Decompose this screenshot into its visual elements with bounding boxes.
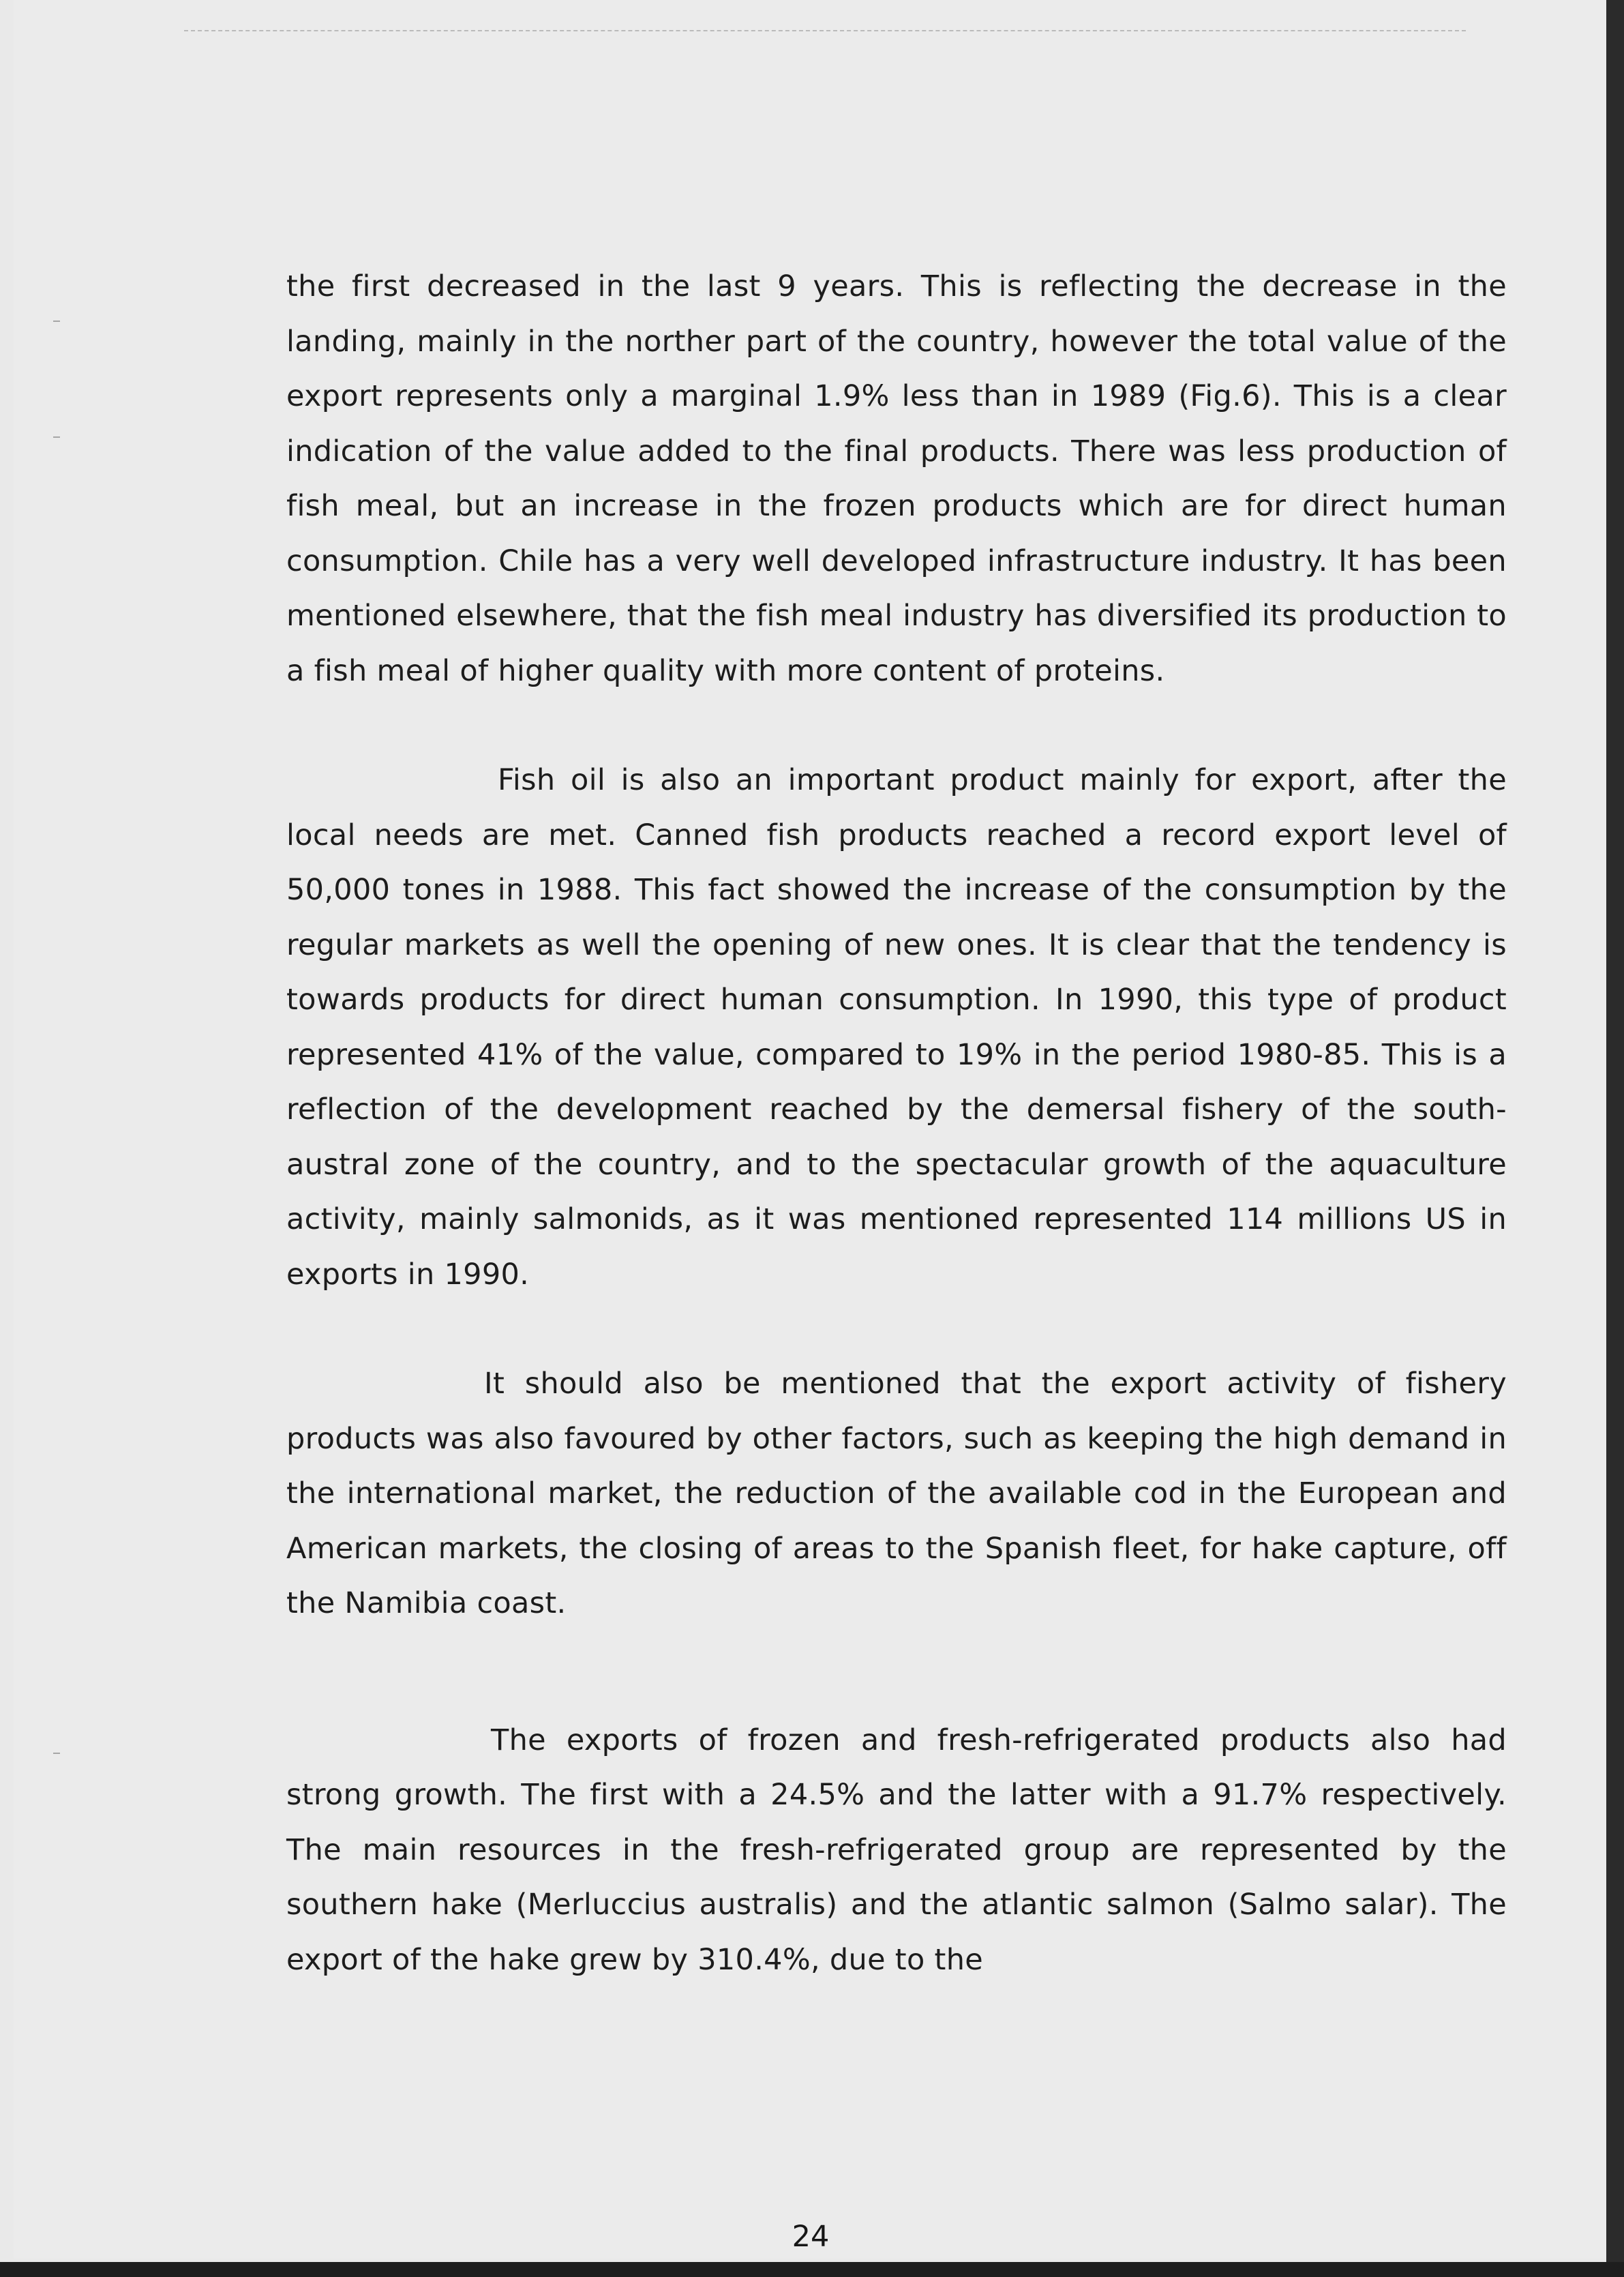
margin-mark bbox=[53, 1753, 60, 1754]
page-number: 24 bbox=[792, 2220, 830, 2254]
body-text bbox=[286, 259, 1507, 1987]
top-rule bbox=[184, 30, 1466, 31]
paragraph-1: the first decreased in the last 9 years. This is reflecting the decrease in the landing, mainly in the norther part of the country, however the total value of the export represents only a marginal 1.9% less than in 1989 (Fig.6). This is a clear indication of the value added to the final products. There was less production of fish meal, but an increase in the frozen products which are for direct human consumption. Chile has a very well developed infrastructure industry. It has been mentioned elsewhere, that the fish meal industry has diversified its production to a fish meal of higher quality with more content of proteins. bbox=[286, 269, 1507, 688]
scan-right-edge bbox=[1606, 0, 1624, 2277]
scan-bottom-edge bbox=[0, 2262, 1624, 2277]
margin-mark bbox=[53, 436, 60, 438]
document-page bbox=[14, 0, 1608, 2259]
paragraph-4: The exports of frozen and fresh-refrigerated products also had strong growth. The first with a 24.5% and the latter with a 91.7% respectively. The main resources in the fresh-refrigerated group are represented by the southern hake (Merluccius australis) and the atlantic salmon (Salmo salar). The export of the hake grew by 310.4%, due to the bbox=[286, 1723, 1507, 1977]
margin-mark bbox=[53, 321, 60, 322]
paragraph-2: Fish oil is also an important product mainly for export, after the local needs are met. Canned fish products reached a record export level of 50,000 tones in 1988. This fact showed the increase of the consumption by the regular markets as well the opening of new ones. It is clear that the tendency is towards products for direct human consumption. In 1990, this type of product represented 41% of the value, compared to 19% in the period 1980-85. This is a reflection of the development reached by the demersal fishery of the south-austral zone of the country, and to the spectacular growth of the aquaculture activity, mainly salmonids, as it was mentioned represented 114 millions US in exports in 1990. bbox=[286, 763, 1507, 1292]
paragraph-3: It should also be mentioned that the export activity of fishery products was also favoured by other factors, such as keeping the high demand in the international market, the reduction of the available cod in the European and American markets, the closing of areas to the Spanish fleet, for hake capture, off the Namibia coast. bbox=[286, 1367, 1507, 1620]
